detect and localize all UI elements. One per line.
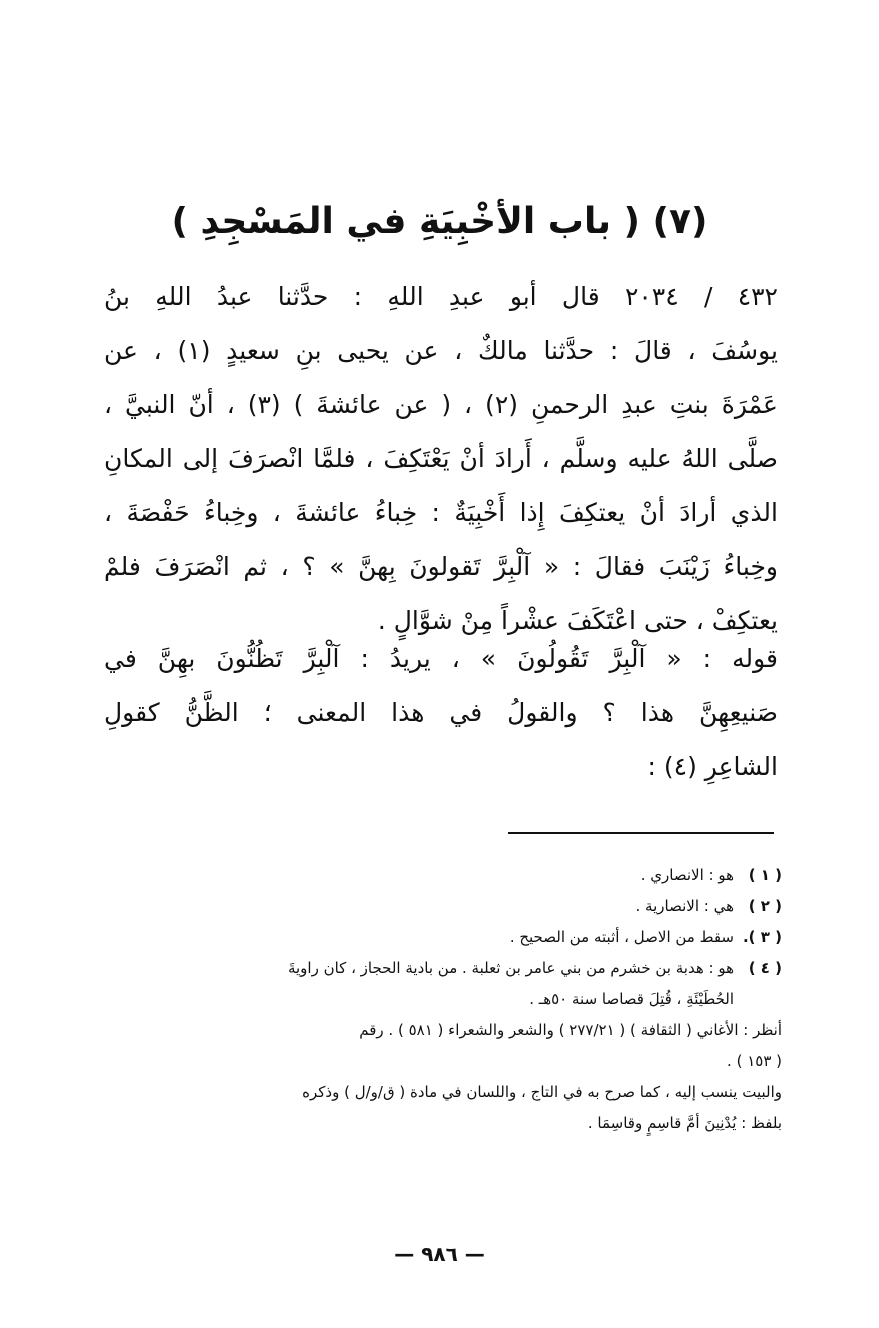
text-line: وخِباءُ زَيْنَبَ فقالَ : « آلْبِرَّ تَقولونَ بِهنَّ » ؟ ، ثم انْصَرَفَ فلمْ — [104, 552, 778, 581]
footnote-3 — [110, 922, 782, 953]
footnote-source-line: أنظر : الأغاني ( الثقافة ) ( ٢٧٧/٢١ ) والشعر والشعراء ( ٥٨١ ) . رقم — [359, 1021, 782, 1039]
footnotes — [110, 860, 782, 1139]
text-line: الذي أرادَ أنْ يعتكِفَ إِذا أَخْبِيَةٌ : خِباءُ عائشةَ ، وخِباءُ حَفْصَةَ ، — [104, 498, 778, 527]
footnote-marker: ( ٣ ). — [742, 928, 782, 946]
commentary-line: الشاعِرِ (٤) : — [647, 752, 778, 781]
commentary-line: قوله : « آلْبِرَّ تَقُولُونَ » ، يريدُ : آلْبِرَّ تَظُنُّونَ بهِنَّ في — [104, 644, 778, 673]
footnote-text: الحُطَيْئَةِ ، قُتِلَ قصاصا سنة ٥٠هـ . — [529, 990, 734, 1008]
footnote-marker: ( ٢ ) — [748, 897, 782, 915]
footnote-2 — [110, 891, 782, 922]
footnote-text: هو : هدبة بن خشرم من بني عامر بن ثعلبة . من بادية الحجاز ، كان راويةَ — [287, 959, 734, 977]
chapter-title: (٧) ( باب الأخْبِيَةِ في المَسْجِدِ ) — [171, 201, 708, 242]
footnote-marker: ( ٤ ) — [748, 959, 782, 977]
footnote-1 — [110, 860, 782, 891]
footnote-source-line: ( ١٥٣ ) . — [727, 1052, 782, 1070]
page-number: — ٩٨٦ — — [394, 1242, 485, 1266]
commentary-text — [104, 632, 778, 794]
commentary-line: صَنيعِهِنَّ هذا ؟ والقولُ في هذا المعنى ؛ الظَّنُّ كقولِ — [104, 698, 778, 727]
text-line: عَمْرَةَ بنتِ عبدِ الرحمنِ (٢) ، ( عن عائشةَ ) (٣) ، أنّ النبيَّ ، — [104, 390, 778, 419]
footnote-text: هو : الانصاري . — [640, 866, 734, 884]
footnote-4 — [110, 953, 782, 1015]
footnote-text: سقط من الاصل ، أثبته من الصحيح . — [509, 928, 734, 946]
footnote-text: هي : الانصارية . — [635, 897, 734, 915]
footnote-source-line: والبيت ينسب إليه ، كما صرح به في التاج ، واللسان في مادة ( ق/و/ل ) وذكره — [302, 1083, 782, 1101]
footnote-separator — [508, 832, 774, 834]
footnote-marker: ( ١ ) — [748, 866, 782, 884]
text-line: صلَّى اللهُ عليه وسلَّم ، أَرادَ أنْ يَعْتَكِفَ ، فلمَّا انْصرَفَ إلى المكانِ — [104, 444, 778, 473]
text-line: يعتكِفْ ، حتى اعْتَكَفَ عشْراً مِنْ شوَّالٍ . — [377, 606, 778, 635]
hadith-text — [104, 270, 778, 648]
text-line: يوسُفَ ، قالَ : حدَّثنا مالكٌ ، عن يحيى بنِ سعيدٍ (١) ، عن — [104, 336, 778, 365]
footnote-source-line: بلفظ : يُدْنِينَ أمَّ قاسِمٍ وقاسِمَا . — [587, 1114, 782, 1132]
text-line: ٤٣٢ / ٢٠٣٤ قال أبو عبدِ اللهِ : حدَّثنا عبدُ اللهِ بنُ — [104, 282, 778, 311]
